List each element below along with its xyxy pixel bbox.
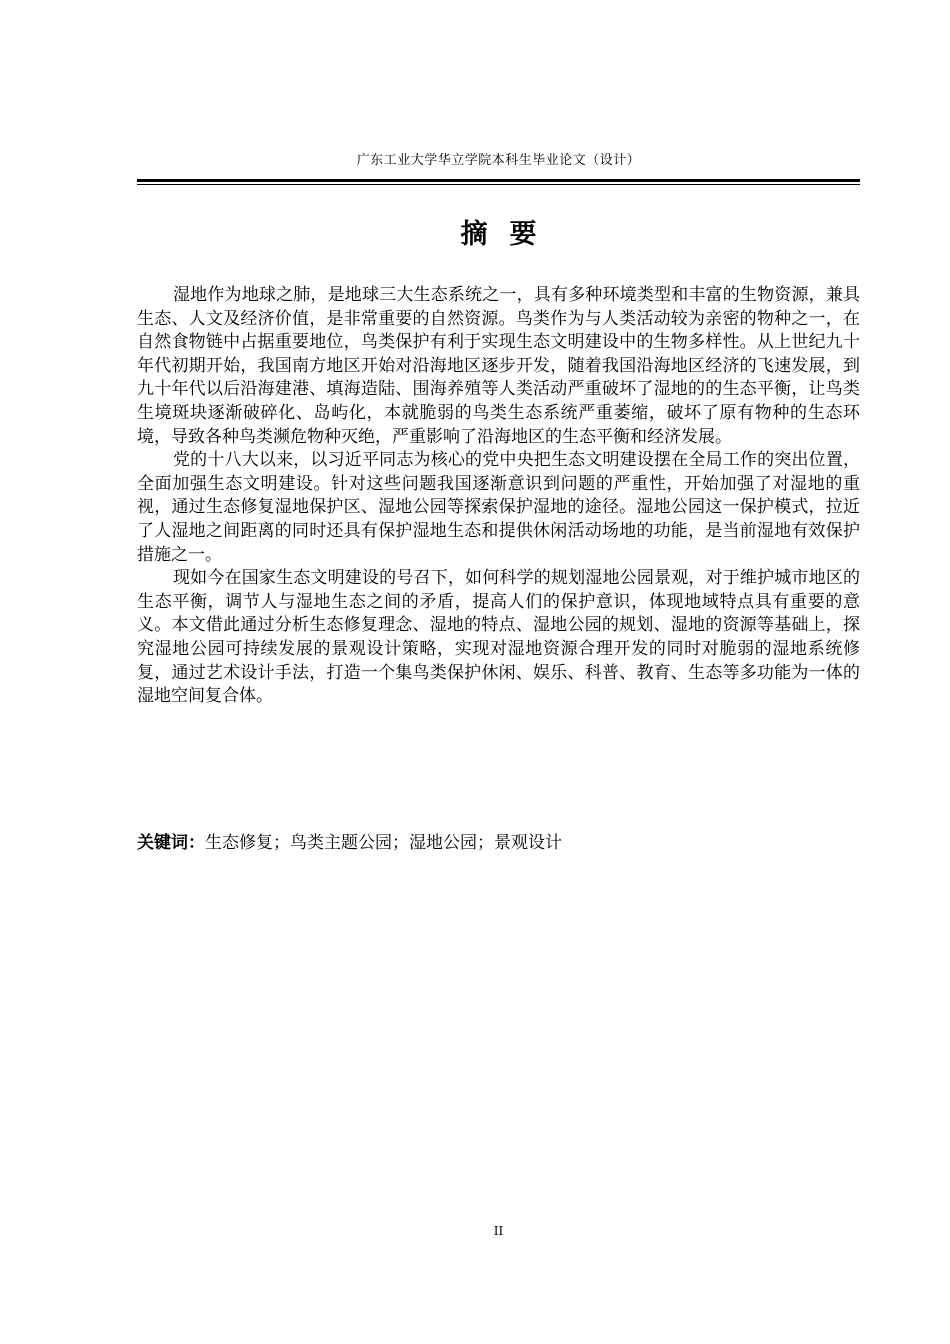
keywords-text: 生态修复；鸟类主题公园；湿地公园；景观设计 [205, 833, 562, 853]
abstract-paragraph-3: 现如今在国家生态文明建设的号召下，如何科学的规划湿地公园景观，对于维护城市地区的生态平衡，调节人与湿地生态之间的矛盾，提高人们的保护意识，体现地域特点具有重要的意义。本文借此通过分析生态修复理念、湿地的特点、湿地公园的规划、湿地的资源等基础上，探究湿地公园可持续发展的景观设计策略，实现对湿地资源合理开发的同时对脆弱的湿地系统修复，通过艺术设计手法，打造一个集鸟类保护休闲、娱乐、科普、教育、生态等多功能为一体的湿地空间复合体。 [137, 568, 860, 707]
abstract-title: 摘要 [460, 219, 559, 250]
abstract-paragraph-1: 湿地作为地球之肺，是地球三大生态系统之一，具有多种环境类型和丰富的生物资源，兼具生态、人文及经济价值，是非常重要的自然资源。鸟类作为与人类活动较为亲密的物种之一，在自然食物链中占据重要地位，鸟类保护有利于实现生态文明建设中的生物多样性。从上世纪九十年代初期开始，我国南方地区开始对沿海地区逐步开发，随着我国沿海地区经济的飞速发展，到九十年代以后沿海建港、填海造陆、围海养殖等人类活动严重破坏了湿地的的生态平衡，让鸟类生境斑块逐渐破碎化、岛屿化，本就脆弱的鸟类生态系统严重萎缩，破坏了原有物种的生态环境，导致各种鸟类濒危物种灭绝，严重影响了沿海地区的生态平衡和经济发展。 [137, 285, 860, 447]
header-rule-thick [137, 179, 860, 182]
page-number: II [493, 1224, 504, 1238]
keywords-line [137, 831, 860, 855]
keywords-label: 关键词： [137, 833, 205, 853]
header-rule-thin [137, 184, 860, 185]
abstract-paragraph-2: 党的十八大以来，以习近平同志为核心的党中央把生态文明建设摆在全局工作的突出位置，全面加强生态文明建设。针对这些问题我国逐渐意识到问题的严重性，开始加强了对湿地的重视，通过生态修复湿地保护区、湿地公园等探索保护湿地的途径。湿地公园这一保护模式，拉近了人湿地之间距离的同时还具有保护湿地生态和提供休闲活动场地的功能，是当前湿地有效保护措施之一。 [137, 450, 860, 565]
abstract-body [137, 284, 860, 709]
running-header: 广东工业大学华立学院本科生毕业论文（设计） [356, 153, 641, 168]
